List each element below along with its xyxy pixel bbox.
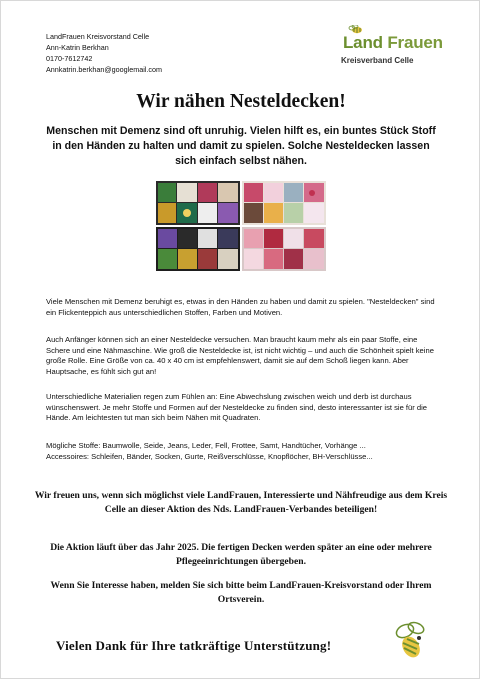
intro-text: Menschen mit Demenz sind oft unruhig. Vielen hilft es, ein buntes Stück Stoff in den Händen zu halten und damit zu spielen. Solche Nesteldecken lassen sich einfach selbst nähen. bbox=[46, 125, 436, 167]
landfrauen-logo bbox=[337, 25, 447, 71]
closing-2: Die Aktion läuft über das Jahr 2025. Die fertigen Decken werden später an eine oder mehrere Pflegeeinrichtungen übergeben. bbox=[50, 542, 432, 567]
contact-email: Annkatrin.berkhan@googlemail.com bbox=[46, 65, 162, 74]
photo-collage bbox=[156, 181, 326, 271]
bee-mascot-icon bbox=[389, 619, 435, 661]
logo-land: Land bbox=[343, 33, 383, 52]
closing-3: Wenn Sie Interesse haben, melden Sie sich bitte beim LandFrauen-Kreisvorstand oder Ihrem Ortsverein. bbox=[50, 580, 432, 605]
photo-blanket-2 bbox=[242, 181, 326, 225]
materials-accessoires: Accessoires: Schleifen, Bänder, Socken, Gurte, Reißverschlüsse, Knopflöcher, BH-Verschlüsse... bbox=[46, 451, 373, 461]
contact-name: Ann-Katrin Berkhan bbox=[46, 43, 109, 52]
contact-block bbox=[46, 31, 162, 75]
thanks-line: Vielen Dank für Ihre tatkräftige Unterstützung! bbox=[56, 638, 332, 653]
contact-org: LandFrauen Kreisvorstand Celle bbox=[46, 32, 150, 41]
photo-blanket-4 bbox=[242, 227, 326, 271]
logo-subtitle: Kreisverband Celle bbox=[341, 56, 414, 65]
photo-blanket-3 bbox=[156, 227, 240, 271]
paragraph-2: Auch Anfänger können sich an einer Nesteldecke versuchen. Man braucht kaum mehr als ein paar Stoffe, eine Schere und eine Nähmaschine. Wie groß die Nesteldecke ist, ist nicht wichtig – und auch die Schönheit spielt keine große Rolle. Eine Größe von ca. 40 x 40 cm ist empfehlenswert, damit sie auf dem Schoß liegen kann. Aber Hauptsache, es fühlt sich gut an! bbox=[46, 335, 434, 376]
paragraph-1: Viele Menschen mit Demenz beruhigt es, etwas in den Händen zu haben und damit zu spielen. "Nesteldecken" sind ein Flickenteppich aus unterschiedlichen Stoffen, Farben und Motiven. bbox=[46, 297, 435, 317]
logo-wordmark bbox=[343, 33, 443, 53]
photo-blanket-1 bbox=[156, 181, 240, 225]
closing-1: Wir freuen uns, wenn sich möglichst viele LandFrauen, Interessierte und Nähfreudige aus dem Kreis Celle an dieser Aktion des Nds. LandFrauen-Verbandes beteiligen! bbox=[34, 490, 448, 515]
page-title: Wir nähen Nesteldecken! bbox=[136, 91, 346, 112]
materials-stoffe: Mögliche Stoffe: Baumwolle, Seide, Jeans, Leder, Fell, Frottee, Samt, Handtücher, Vorhänge ... bbox=[46, 441, 366, 450]
materials-list bbox=[46, 441, 441, 462]
contact-phone: 0170-7612742 bbox=[46, 54, 93, 63]
paragraph-3: Unterschiedliche Materialien regen zum Fühlen an: Eine Abwechslung zwischen weich und derb ist durchaus wünschenswert. Je mehr Stoffe und Formen auf der Nesteldecke zu finden sind, desto interessanter ist sie für die Hände. Am leichtesten tut man sich beim Nähen mit Quadraten. bbox=[46, 392, 428, 423]
logo-frauen: Frauen bbox=[387, 33, 443, 52]
